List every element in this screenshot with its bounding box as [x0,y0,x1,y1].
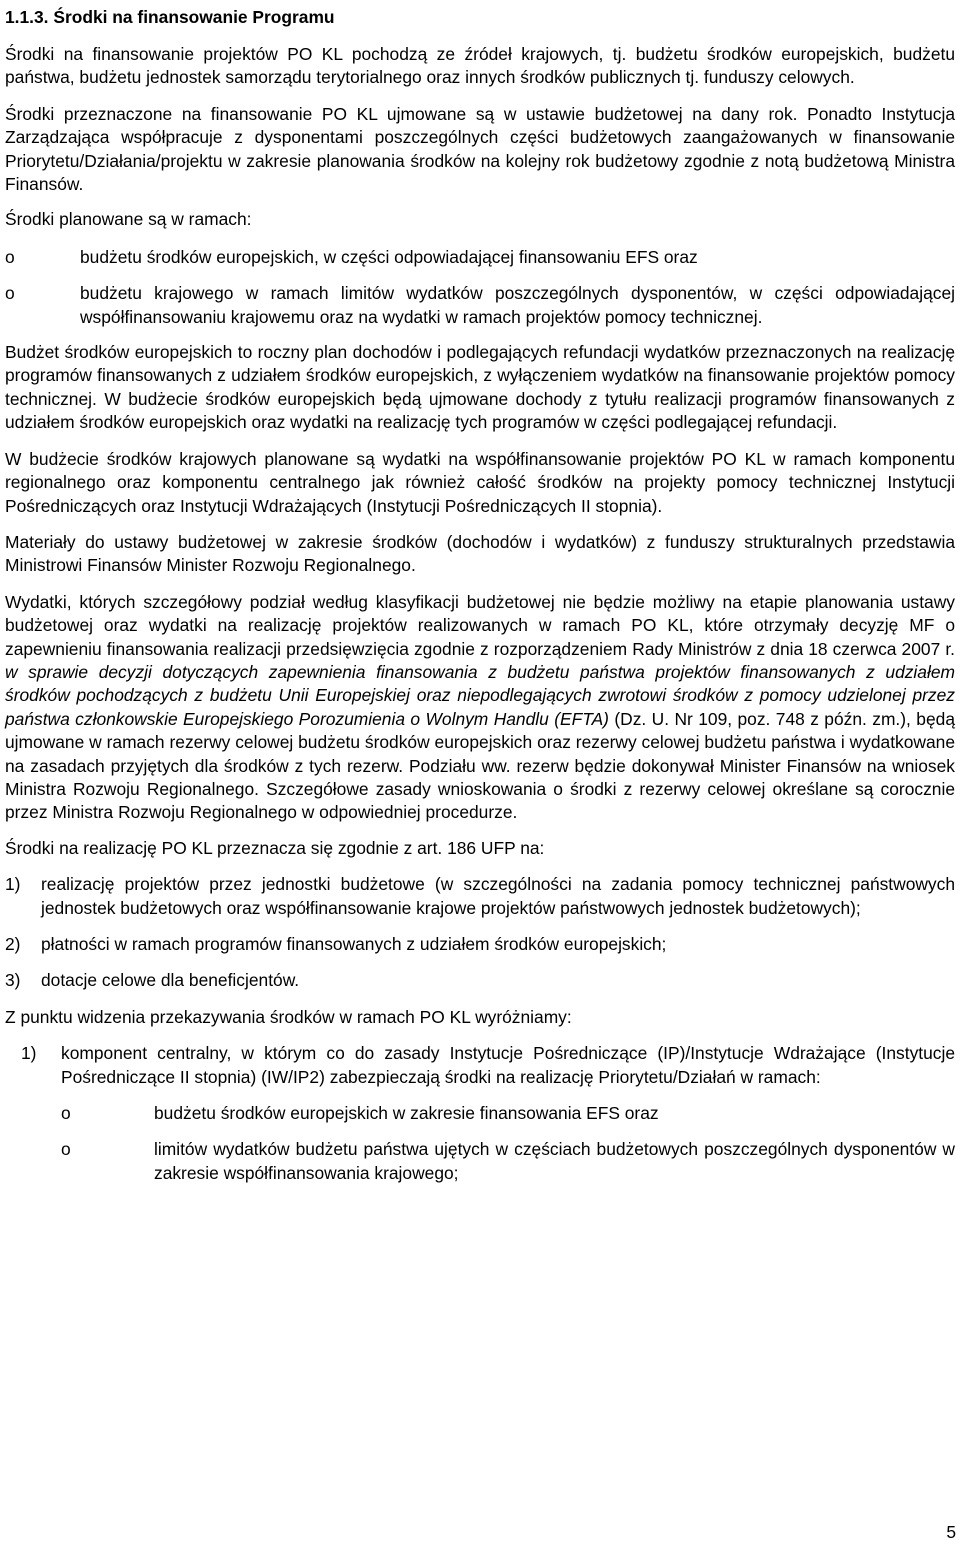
paragraph-eu-budget: Budżet środków europejskich to roczny plan dochodów i podlegających refundacji wydatków przeznaczonych na realizację programów finansowanych z udziałem środków europejskich, z wyłączeniem wydatków na finansowanie projektów pomocy technicznej. W budżecie środków europejskich będą ujmowane dochody z tytułu realizacji programów finansowanych z udziałem środków europejskich oraz wydatki na realizację tych programów w części podlegającej refundacji. [5,342,955,433]
list-item-text: budżetu krajowego w ramach limitów wydatków poszczególnych dysponentów, w części odpowiadającej współfinansowaniu krajowemu oraz na wydatki w ramach projektów pomocy technicznej. [80,283,955,327]
document-page [5,0,955,1185]
paragraph-planned-intro: Środki planowane są w ramach: [5,209,252,230]
paragraph-budget-act: Środki przeznaczone na finansowanie PO KL ujmowane są w ustawie budżetowej na dany rok. Ponadto Instytucja Zarządzająca współpracuje z dysponentami poszczególnych części budżetowych zaangażowanych w finansowanie Priorytetu/Działania/projektu w zakresie planowania środków na kolejny rok budżetowy zgodnie z notą budżetową Ministra Finansów. [5,103,955,195]
paragraph-sources: Środki na finansowanie projektów PO KL pochodzą ze źródeł krajowych, tj. budżetu środków europejskich, budżetu państwa, budżetu jednostek samorządu terytorialnego oraz innych środków publicznych tj. funduszy celowych. [5,44,955,88]
planned-list [5,246,955,329]
components-list [5,1042,955,1089]
list-number: 3) [5,970,21,991]
list-item [5,282,955,329]
expenditures-text-a: Wydatki, których szczegółowy podział według klasyfikacji budżetowej nie będzie możliwy na etapie planowania ustawy budżetowej oraz wydatki na realizację projektów realizowanych w ramach PO KL, które otrzymały decyzję MF o zapewnieniu finansowania realizacji przedsięwzięcia zgodnie z rozporządzeniem Rady Ministrów z dnia 18 czerwca 2007 r. [5,591,955,659]
list-item [61,1102,955,1125]
regulation-title: w sprawie decyzji dotyczących zapewnienia finansowania z budżetu państwa projektów finansowanych z udziałem środków pochodzących z budżetu Unii Europejskiej oraz niepodlegających zwrotowi środków z pomocy udzielonej przez państwa członkowskie Europejskiego Porozumienia o Wolnym Handlu (EFTA) [5,661,955,729]
list-number: 2) [5,934,21,954]
list-item [61,1138,955,1185]
list-item [5,246,955,269]
list-item [5,1042,955,1089]
list-item-text: limitów wydatków budżetu państwa ujętych w częściach budżetowych poszczególnych dysponentów w zakresie współfinansowania krajowego; [154,1139,955,1183]
paragraph-national-budget: W budżecie środków krajowych planowane są wydatki na współfinansowanie projektów PO KL w ramach komponentu regionalnego oraz komponentu centralnego jak również całość środków na projekty pomocy technicznej Instytucji Pośredniczących oraz Instytucji Wdrażających (Instytucji Pośredniczących II stopnia). [5,448,955,516]
list-number: 1) [5,874,21,895]
paragraph-expenditures [5,591,955,825]
page-number: 5 [946,1522,956,1542]
list-item-text: płatności w ramach programów finansowanych z udziałem środków europejskich; [41,934,667,954]
list-item-text: komponent centralny, w którym co do zasady Instytucje Pośredniczące (IP)/Instytucje Wdrażające (Instytucje Pośredniczące II stopnia) (IW/IP2) zabezpieczają środki na realizację Priorytetu/Działań w ramach: [61,1043,955,1087]
bullet-marker: o [5,246,15,267]
section-heading: 1.1.3. Środki na finansowanie Programu [5,7,335,27]
list-item [5,969,955,992]
paragraph-distinguish-intro: Z punktu widzenia przekazywania środków w ramach PO KL wyróżniamy: [5,1006,572,1027]
components-sublist [5,1102,955,1185]
paragraph-materials: Materiały do ustawy budżetowej w zakresie środków (dochodów i wydatków) z funduszy strukturalnych przedstawia Ministrowi Finansów Minister Rozwoju Regionalnego. [5,531,955,576]
art186-list [5,873,955,993]
paragraph-art186-intro: Środki na realizację PO KL przeznacza się zgodnie z art. 186 UFP na: [5,837,545,858]
list-item-text: realizację projektów przez jednostki budżetowe (w szczególności na zadania pomocy technicznej państwowych jednostek budżetowych oraz współfinansowanie krajowe projektów państwowych jednostek budżetowych); [41,874,955,918]
expenditures-text-c: (Dz. U. Nr 109, poz. 748 z późn. zm.), będą ujmowane w ramach rezerwy celowej budżetu środków europejskich oraz rezerwy celowej budżetu państwa i wydatkowane na zasadach przyjętych dla środków z tych rezerw. Podziału ww. rezerw będzie dokonywał Minister Finansów na wniosek Ministra Rozwoju Regionalnego. Szczegółowe zasady wnioskowania o środki z rezerwy celowej określane są corocznie przez Ministra Rozwoju Regionalnego w odpowiedniej procedurze. [5,708,955,823]
bullet-marker: o [61,1139,71,1160]
list-item-text: budżetu środków europejskich, w części odpowiadającej finansowaniu EFS oraz [80,246,698,267]
bullet-marker: o [61,1103,71,1124]
bullet-marker: o [5,283,15,304]
list-item [5,933,955,956]
list-item [5,873,955,920]
list-item-text: dotacje celowe dla beneficjentów. [41,970,300,991]
list-item-text: budżetu środków europejskich w zakresie finansowania EFS oraz [154,1103,659,1124]
list-number: 1) [21,1043,37,1064]
